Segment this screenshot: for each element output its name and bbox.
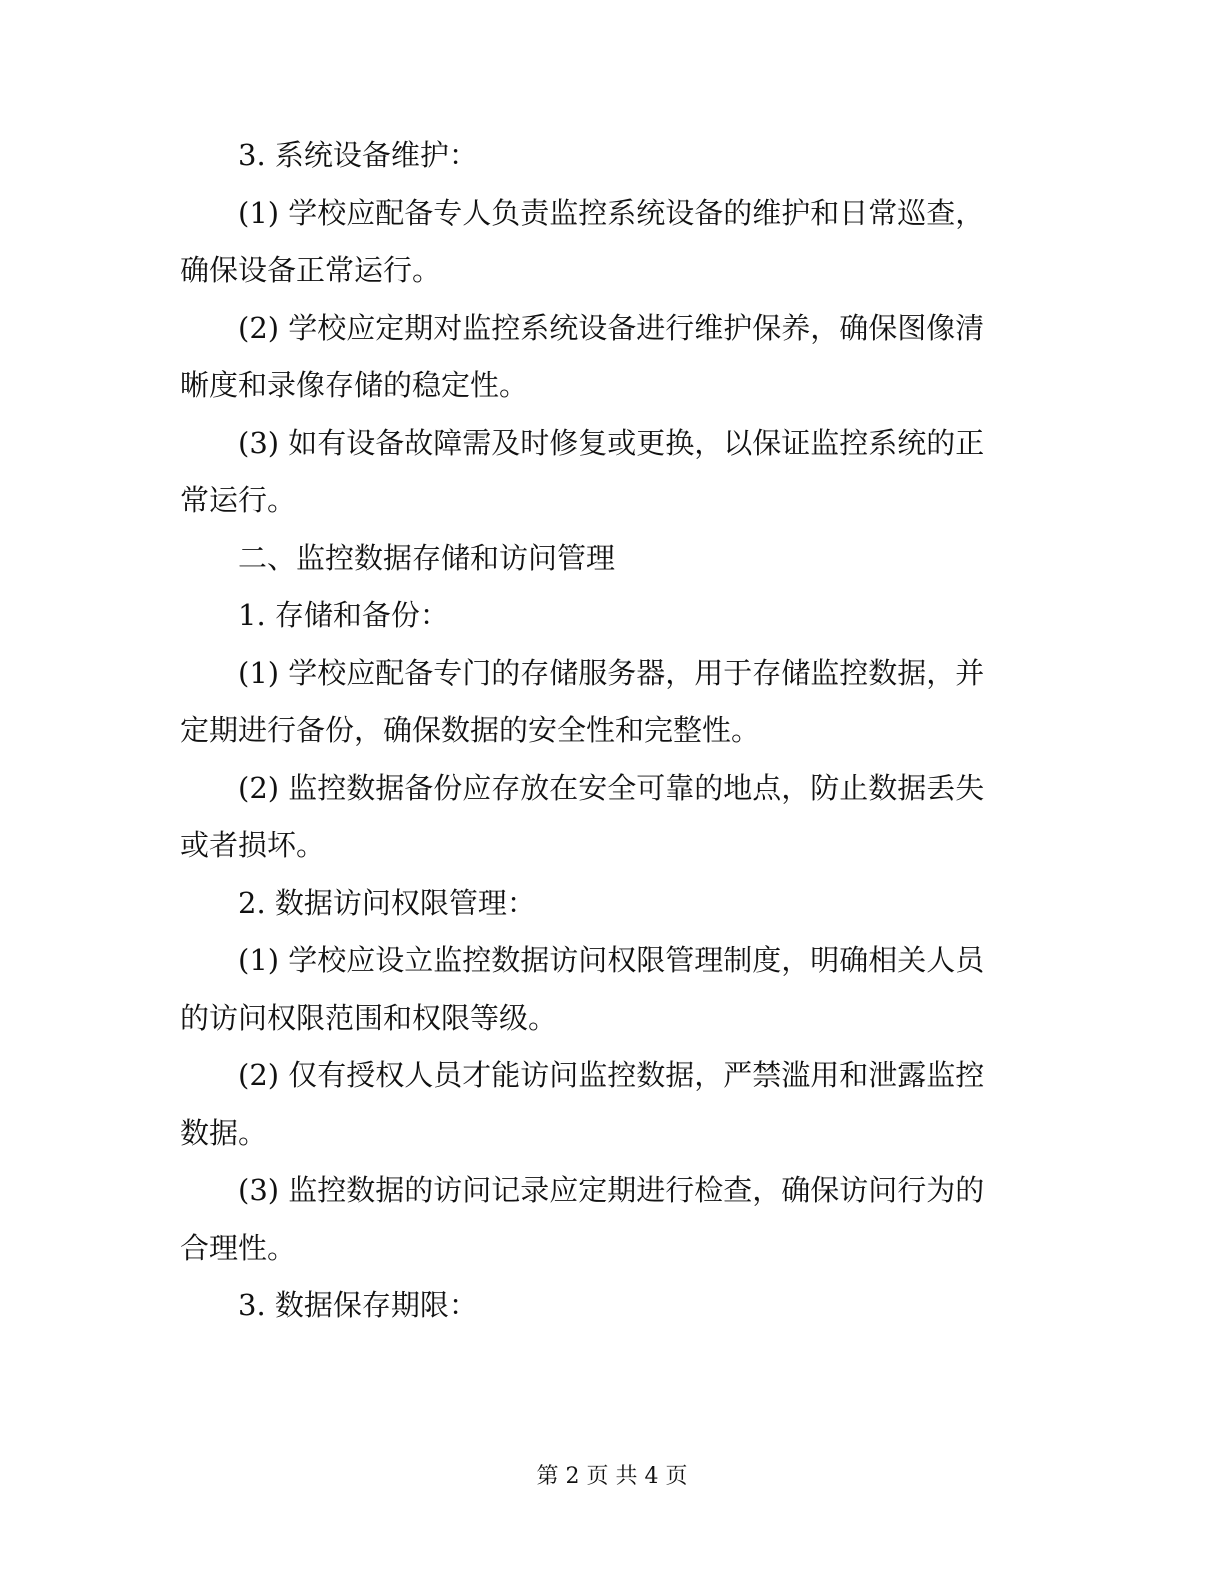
text-line: (2) 学校应定期对监控系统设备进行维护保养，确保图像清 [238,310,985,345]
text-line: 的访问权限范围和权限等级。 [180,1000,558,1035]
section-heading: 二、监控数据存储和访问管理 [238,540,616,575]
text-line: (2) 仅有授权人员才能访问监控数据，严禁滥用和泄露监控 [238,1058,985,1092]
text-line: 确保设备正常运行。 [180,253,442,287]
text-line: (2) 监控数据备份应存放在安全可靠的地点，防止数据丢失 [238,770,985,805]
text-line: (1) 学校应配备专门的存储服务器，用于存储监控数据，并 [238,655,985,690]
page-number-footer: 第 2 页 共 4 页 [536,1464,688,1489]
text-line: 1. 存储和备份： [238,598,449,632]
text-line: 数据。 [180,1115,268,1150]
text-line: 3. 系统设备维护： [238,138,478,172]
text-line: 合理性。 [180,1230,297,1265]
text-line: 晰度和录像存储的稳定性。 [180,368,529,402]
text-line: 3. 数据保存期限： [238,1288,478,1322]
text-line: (3) 监控数据的访问记录应定期进行检查，确保访问行为的 [238,1173,985,1207]
text-line: 2. 数据访问权限管理： [238,885,536,920]
text-line: 或者损坏。 [180,828,326,862]
text-line: (1) 学校应设立监控数据访问权限管理制度，明确相关人员 [238,943,985,977]
document-body [180,127,1012,1335]
text-line: (3) 如有设备故障需及时修复或更换，以保证监控系统的正 [238,425,985,460]
text-line: 常运行。 [180,483,297,517]
text-line: (1) 学校应配备专人负责监控系统设备的维护和日常巡查， [238,195,985,230]
text-line: 定期进行备份，确保数据的安全性和完整性。 [180,713,761,747]
